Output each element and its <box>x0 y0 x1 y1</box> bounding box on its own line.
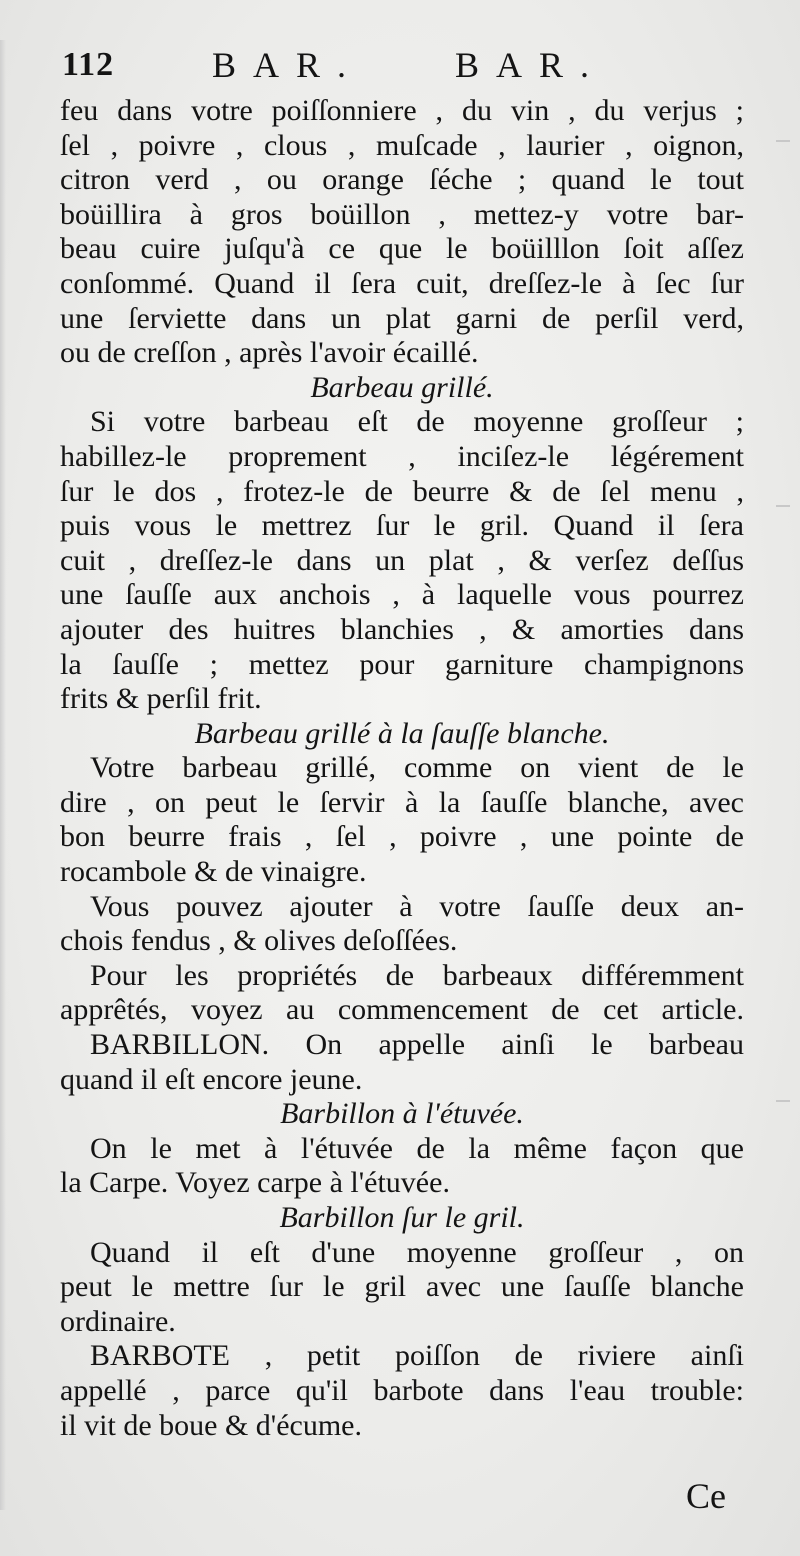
text-line: Quand il eſt d'une moyenne groſſeur , on <box>90 1235 744 1269</box>
section-heading: Barbillon à l'étuvée. <box>280 1097 524 1131</box>
text-line: ſur le dos , frotez-le de beurre & de ſel menu , <box>60 474 744 508</box>
text-line: une ſerviette dans un plat garni de perſil verd, <box>60 301 744 335</box>
text-line: dire , on peut le ſervir à la ſauſſe blanche, avec <box>60 785 744 819</box>
text-line: il vit de boue & d'écume. <box>60 1408 362 1442</box>
text-line: Vous pouvez ajouter à votre ſauſſe deux an- <box>90 889 744 923</box>
bleed-through-mark <box>776 140 790 142</box>
text-line: Si votre barbeau eſt de moyenne groſſeur ; <box>90 405 744 439</box>
bleed-through-mark <box>776 1100 790 1102</box>
body-text <box>60 94 744 1443</box>
entry-headword-line: BARBILLON. On appelle ainſi le barbeau <box>90 1028 744 1062</box>
running-head-left: BAR. <box>212 45 364 85</box>
text-line: citron verd , ou orange ſéche ; quand le tout <box>60 163 744 197</box>
page-number: 112 <box>62 46 115 83</box>
text-line: apprêtés, voyez au commencement de cet article. <box>60 993 744 1027</box>
catchword: Ce <box>686 1476 726 1516</box>
text-line: une ſauſſe aux anchois , à laquelle vous pourrez <box>60 578 744 612</box>
section-heading: Barbillon ſur le gril. <box>279 1201 525 1234</box>
text-line: rocambole & de vinaigre. <box>60 855 367 889</box>
text-line: ordinaire. <box>60 1304 176 1338</box>
text-line: frits & perſil frit. <box>60 682 262 716</box>
text-line: cuit , dreſſez-le dans un plat , & verſez deſſus <box>60 543 744 577</box>
text-line: bon beurre frais , ſel , poivre , une pointe de <box>60 820 744 854</box>
running-head-right: BAR. <box>455 45 607 85</box>
text-line: Pour les propriétés de barbeaux différemment <box>90 958 744 992</box>
text-line: quand il eſt encore jeune. <box>60 1062 363 1096</box>
text-line: puis vous le mettrez ſur le gril. Quand il ſera <box>60 509 744 543</box>
section-heading: Barbeau grillé à la ſauſſe blanche. <box>194 716 610 750</box>
text-line: Votre barbeau grillé, comme on vient de le <box>90 751 744 785</box>
bleed-through-mark <box>776 505 790 507</box>
text-line: habillez-le proprement , inciſez-le légérement <box>60 439 744 473</box>
text-line: boüillira à gros boüillon , mettez-y votre bar- <box>60 197 744 231</box>
text-line: feu dans votre poiſſonniere , du vin , du verjus ; <box>60 94 744 127</box>
text-line: la ſauſſe ; mettez pour garniture champignons <box>60 647 744 681</box>
text-line: beau cuire juſqu'à ce que le boüilllon ſoit aſſez <box>60 232 744 266</box>
running-header <box>62 42 742 88</box>
page-edge-shadow <box>0 40 6 1510</box>
text-line: ajouter des huitres blanchies , & amorties dans <box>60 612 744 646</box>
text-line: chois fendus , & olives deſoſſées. <box>60 924 458 958</box>
text-line: ou de creſſon , après l'avoir écaillé. <box>60 336 479 370</box>
text-line: conſommé. Quand il ſera cuit, dreſſez-le à ſec ſur <box>60 266 744 300</box>
section-heading: Barbeau grillé. <box>310 370 494 404</box>
text-line: appellé , parce qu'il barbote dans l'eau trouble: <box>60 1373 744 1407</box>
text-line: On le met à l'étuvée de la même façon que <box>90 1131 744 1165</box>
text-line: peut le mettre ſur le gril avec une ſauſſe blanche <box>60 1270 744 1304</box>
text-line: la Carpe. Voyez carpe à l'étuvée. <box>60 1166 450 1200</box>
text-line: ſel , poivre , clous , muſcade , laurier , oignon, <box>60 128 744 162</box>
entry-headword-line: BARBOTE , petit poiſſon de riviere ainſi <box>90 1339 744 1373</box>
